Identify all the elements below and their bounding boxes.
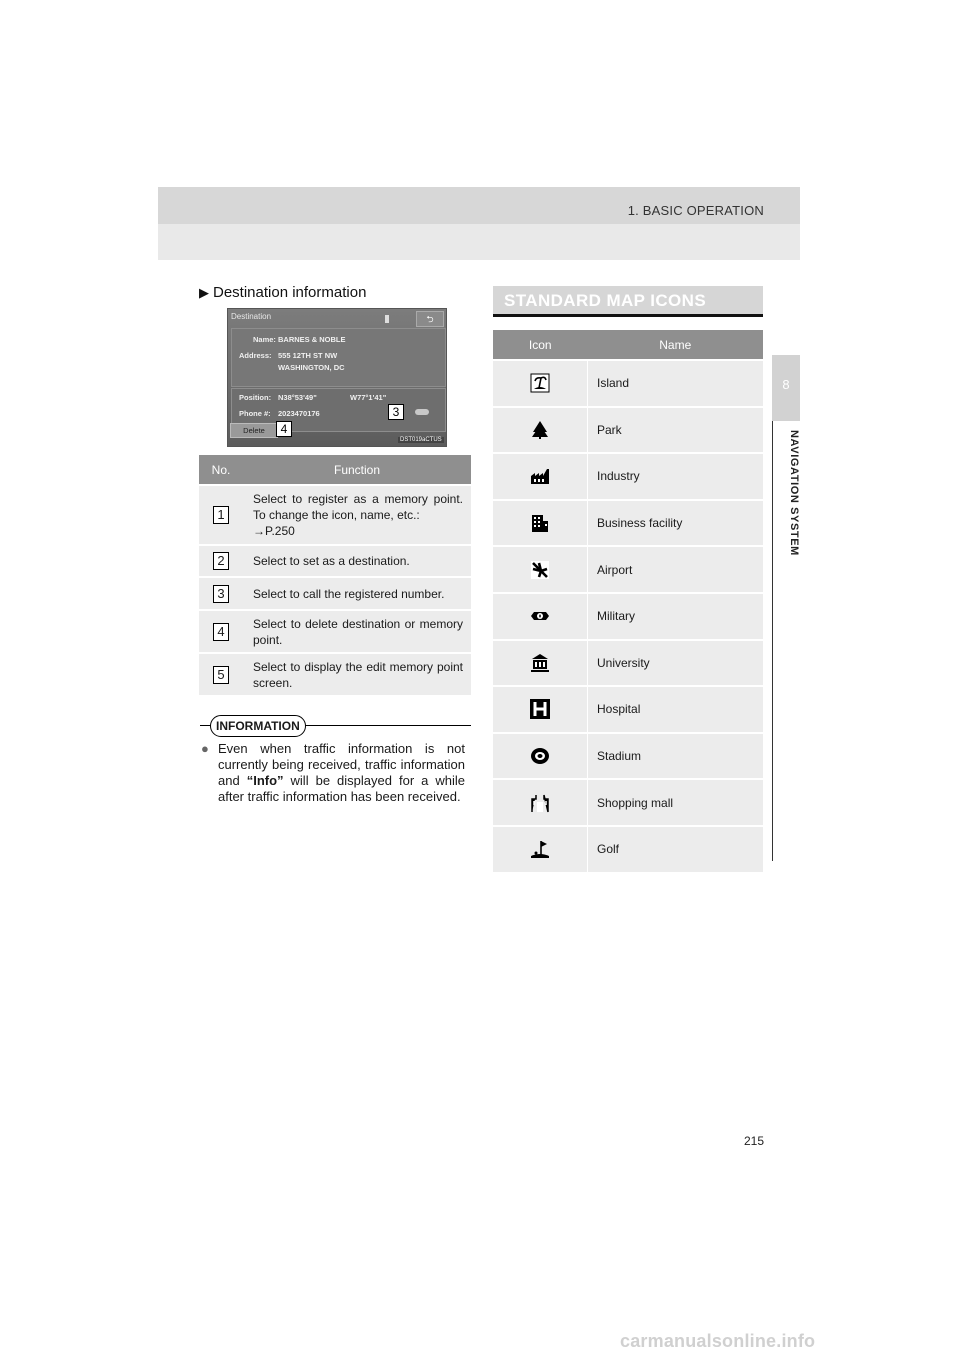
- name-value: BARNES & NOBLE: [278, 335, 346, 344]
- status-icon: [385, 315, 389, 323]
- table-row: [199, 653, 471, 695]
- name-label: Name:: [253, 335, 276, 344]
- page-reference: →P.250: [253, 524, 295, 538]
- icon-name: Industry: [588, 453, 764, 500]
- information-text: Even when traffic information is not currently being received, traffic information and “Info” will be displayed for a while after traffic information has been received.: [218, 741, 465, 804]
- icon-name: Business facility: [588, 500, 764, 547]
- back-icon: ⮌: [416, 311, 444, 327]
- map-icons-title: STANDARD MAP ICONS: [504, 291, 707, 310]
- longitude-value: W77°1'41": [350, 393, 387, 402]
- phone-icon: [415, 409, 429, 415]
- screen-title: Destination: [231, 312, 272, 321]
- icon-name: Park: [588, 407, 764, 454]
- table-row: [199, 610, 471, 653]
- stadium-icon: [530, 746, 550, 766]
- icon-name: Military: [588, 593, 764, 640]
- table-row: [493, 546, 763, 593]
- bullet-icon: ●: [201, 741, 209, 756]
- table-row: [199, 577, 471, 610]
- university-icon: [530, 653, 550, 673]
- position-label: Position:: [239, 393, 272, 402]
- table-row: [199, 545, 471, 577]
- destination-screen-image: [227, 308, 447, 447]
- map-icons-table: [493, 330, 763, 872]
- table-row: [493, 407, 763, 454]
- number-box: 5: [213, 666, 229, 684]
- column-header-name: Name: [588, 330, 764, 360]
- shopping-mall-icon: [530, 793, 550, 813]
- table-row: [493, 640, 763, 687]
- island-icon: [530, 373, 550, 393]
- chapter-number: 8: [782, 377, 790, 392]
- table-row: [493, 500, 763, 547]
- icon-name: Hospital: [588, 686, 764, 733]
- table-header-row: [199, 455, 471, 485]
- park-icon: [530, 420, 550, 440]
- phone-value: 2023470176: [278, 409, 320, 418]
- delete-button: Delete: [230, 423, 278, 438]
- table-row: [493, 826, 763, 872]
- table-row: [493, 733, 763, 780]
- chapter-label: NAVIGATION SYSTEM: [788, 430, 800, 556]
- icon-name: Airport: [588, 546, 764, 593]
- callout-3: 3: [388, 404, 404, 420]
- information-body: [201, 741, 465, 805]
- column-header-icon: Icon: [493, 330, 588, 360]
- running-header: 1. BASIC OPERATION: [627, 203, 764, 218]
- golf-icon: [530, 839, 550, 859]
- icon-name: Shopping mall: [588, 779, 764, 826]
- image-code: DST019aCTUS: [400, 437, 442, 443]
- watermark: carmanualsonline.info: [620, 1331, 816, 1351]
- hospital-icon: [530, 699, 550, 719]
- table-row: [493, 686, 763, 733]
- table-row: [199, 485, 471, 545]
- military-icon: [530, 606, 550, 626]
- function-text: Select to delete destination or memory point.: [253, 616, 463, 647]
- table-row: [493, 453, 763, 500]
- function-table: [199, 455, 471, 695]
- function-text: Select to register as a memory point. To change the icon, name, etc.:: [253, 492, 463, 522]
- function-text: Select to set as a destination.: [253, 554, 410, 568]
- information-label: INFORMATION: [210, 715, 306, 737]
- column-header-function: Function: [243, 455, 471, 485]
- address-label: Address:: [239, 351, 272, 360]
- phone-label: Phone #:: [239, 409, 271, 418]
- address-line-2: WASHINGTON, DC: [278, 363, 345, 372]
- number-box: 4: [213, 623, 229, 641]
- info-keyword: “Info”: [246, 773, 284, 788]
- number-box: 2: [213, 552, 229, 570]
- number-box: 1: [213, 506, 229, 524]
- icon-name: Island: [588, 360, 764, 407]
- table-header-row: [493, 330, 763, 360]
- section-title: Destination information: [213, 284, 367, 301]
- map-icons-heading: [493, 286, 763, 317]
- page-number: 215: [744, 1134, 765, 1148]
- table-row: [493, 779, 763, 826]
- triangle-arrow-icon: ▶: [199, 285, 209, 300]
- function-text: Select to display the edit memory point screen.: [253, 659, 463, 690]
- icon-name: University: [588, 640, 764, 687]
- callout-4: 4: [276, 421, 292, 437]
- column-header-no: No.: [199, 455, 243, 485]
- table-row: [493, 593, 763, 640]
- business-facility-icon: [530, 513, 550, 533]
- number-box: 3: [213, 585, 229, 603]
- section-heading: [199, 284, 366, 301]
- industry-icon: [530, 466, 550, 486]
- icon-name: Stadium: [588, 733, 764, 780]
- function-text: Select to call the registered number.: [253, 586, 445, 601]
- address-line-1: 555 12TH ST NW: [278, 351, 338, 360]
- airport-icon: [530, 560, 550, 580]
- icon-name: Golf: [588, 826, 764, 872]
- table-row: [493, 360, 763, 407]
- latitude-value: N38°53'49": [278, 393, 317, 402]
